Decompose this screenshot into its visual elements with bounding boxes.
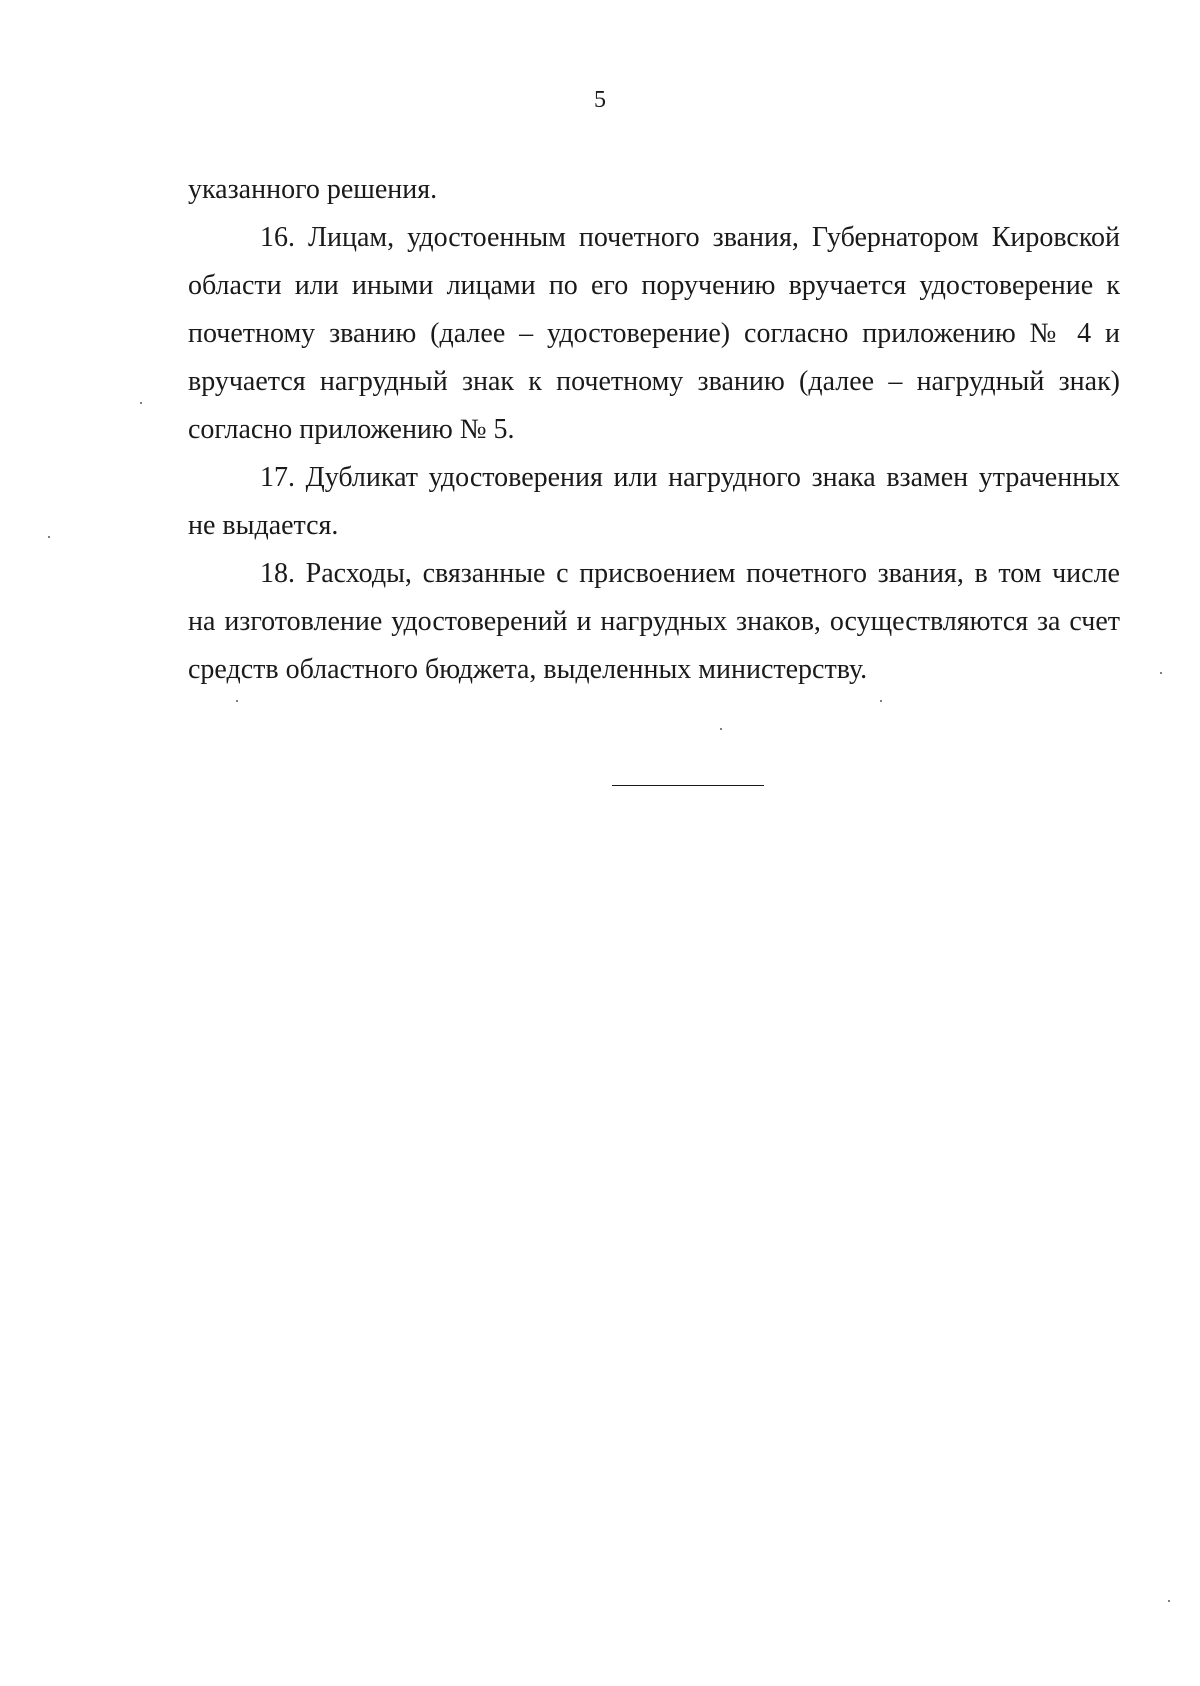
paragraph-17: 17. Дубликат удостоверения или нагрудного знака взамен утраченных не выдается. xyxy=(188,462,1120,541)
scan-speck xyxy=(720,728,722,730)
scan-speck xyxy=(48,536,50,538)
scan-speck xyxy=(140,402,142,404)
end-of-text-rule xyxy=(612,785,764,786)
paragraph-continuation: указанного решения. xyxy=(188,174,438,205)
page-number: 5 xyxy=(594,87,606,113)
document-body xyxy=(188,166,1120,694)
scan-speck xyxy=(236,700,238,702)
paragraph-18: 18. Расходы, связанные с присвоением почетного звания, в том числе на изготовление удостоверений и нагрудных знаков, осуществляются за счет средств областного бюджета, выделенных министерству. xyxy=(188,558,1120,685)
scan-speck xyxy=(1168,1600,1170,1602)
scan-speck xyxy=(880,700,882,702)
paragraph-16: 16. Лицам, удостоенным почетного звания, Губернатором Кировской области или иными лицами по его поручению вручается удостоверение к почетному званию (далее – удостоверение) согласно приложению № 4 и вручается нагрудный знак к почетному званию (далее – нагрудный знак) согласно приложению № 5. xyxy=(188,222,1120,445)
scan-speck xyxy=(1160,672,1162,674)
